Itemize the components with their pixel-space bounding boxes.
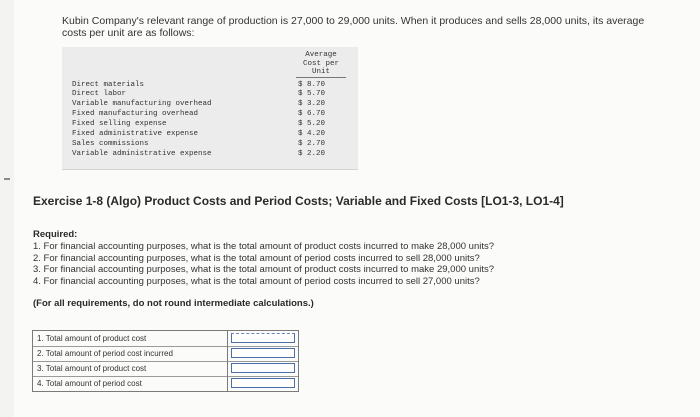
cost-row <box>72 140 352 149</box>
product-cost-28000-input[interactable] <box>231 333 295 343</box>
exercise-title: Exercise 1-8 (Algo) Product Costs and Period Costs; Variable and Fixed Costs [LO1-3, LO1-4] <box>33 194 564 208</box>
answer-label: 1. Total amount of product cost <box>33 331 228 346</box>
product-cost-29000-input[interactable] <box>231 363 295 373</box>
header-line: Cost per <box>302 59 339 68</box>
required-heading: Required: <box>33 229 78 240</box>
header-line: Unit <box>296 68 346 78</box>
cost-value: $ 8.70 <box>298 81 326 89</box>
cost-label: Fixed administrative expense <box>72 130 199 138</box>
cost-value: $ 3.20 <box>298 100 326 108</box>
requirement-item: 2. For financial accounting purposes, what is the total amount of period costs incurred to sell 28,000 units? <box>33 252 480 264</box>
answer-label: 2. Total amount of period cost incurred <box>33 346 228 361</box>
cost-value: $ 6.70 <box>298 110 326 118</box>
cost-row <box>72 90 352 99</box>
cost-value: $ 5.70 <box>298 90 326 98</box>
requirement-item: 4. For financial accounting purposes, what is the total amount of period costs incurred to sell 27,000 units? <box>33 275 480 287</box>
cost-value: $ 5.20 <box>298 120 326 128</box>
answer-row <box>33 376 298 391</box>
answer-label: 3. Total amount of product cost <box>33 361 228 376</box>
header-line: Average <box>305 51 337 59</box>
period-cost-27000-input[interactable] <box>231 378 295 388</box>
answer-row <box>33 331 298 347</box>
cost-label: Fixed selling expense <box>72 120 167 128</box>
cost-row <box>72 150 352 159</box>
cost-row <box>72 120 352 129</box>
cost-label: Sales commissions <box>72 140 149 148</box>
cost-label: Direct labor <box>72 90 127 98</box>
cost-label: Direct materials <box>72 81 145 89</box>
cost-label: Variable manufacturing overhead <box>72 100 212 108</box>
requirements-list <box>33 241 633 287</box>
answer-label: 4. Total amount of period cost <box>33 376 228 391</box>
answer-row <box>33 346 298 362</box>
requirement-item: 1. For financial accounting purposes, what is the total amount of product costs incurred to make 28,000 units? <box>33 241 495 252</box>
problem-intro: Kubin Company's relevant range of production is 27,000 to 29,000 units. When it produces and sells 28,000 units, its average costs per unit are as follows: <box>62 15 645 39</box>
cost-data-table <box>62 47 358 170</box>
answer-table <box>32 330 299 392</box>
cost-row <box>72 110 352 119</box>
margin-marker <box>4 178 10 180</box>
cost-label: Fixed manufacturing overhead <box>72 110 199 118</box>
cost-value: $ 2.70 <box>298 140 326 148</box>
period-cost-28000-input[interactable] <box>231 348 295 358</box>
cost-column-header <box>288 51 354 78</box>
cost-row <box>72 100 352 109</box>
cost-label: Variable administrative expense <box>72 150 212 158</box>
answer-row <box>33 361 298 377</box>
cost-row <box>72 130 352 139</box>
cost-value: $ 4.20 <box>298 130 326 138</box>
cost-row <box>72 81 352 90</box>
cost-value: $ 2.20 <box>298 150 326 158</box>
requirement-item: 3. For financial accounting purposes, what is the total amount of product costs incurred to make 29,000 units? <box>33 264 495 275</box>
rounding-note: (For all requirements, do not round intermediate calculations.) <box>33 298 314 309</box>
